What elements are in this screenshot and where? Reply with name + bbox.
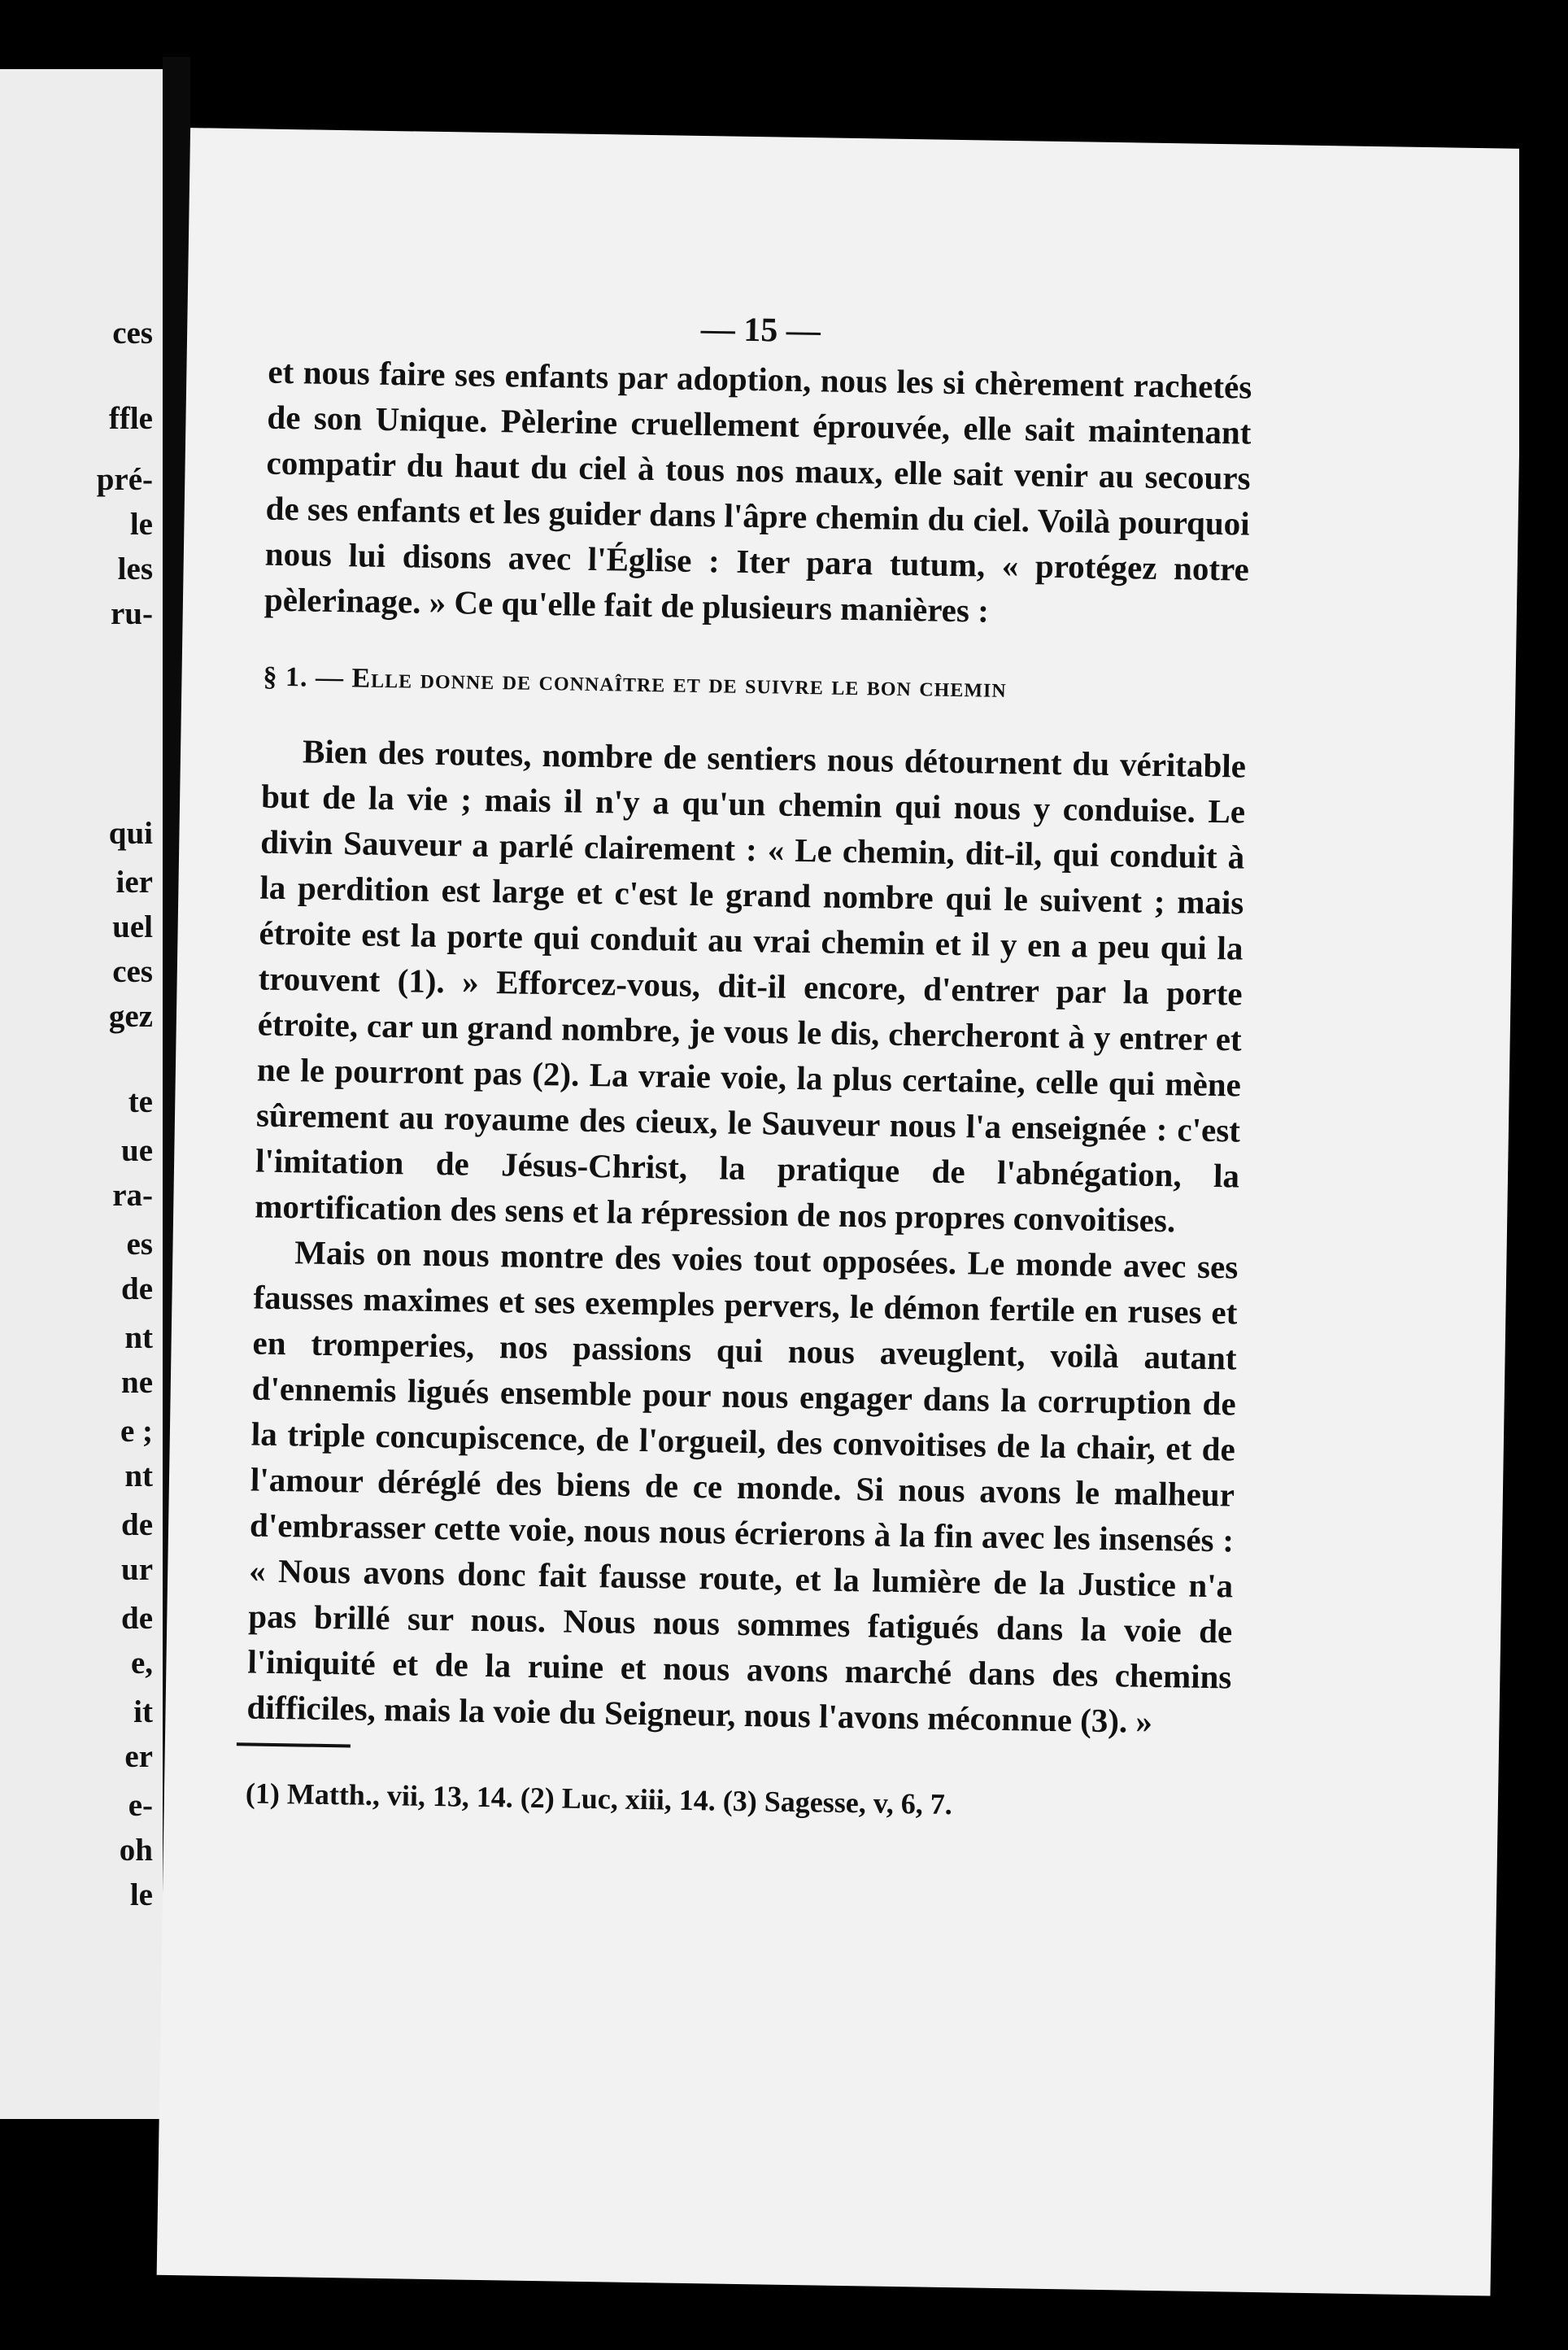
left-page-fragment: les: [117, 552, 153, 586]
left-page-fragment: er: [124, 1739, 153, 1774]
left-facing-page: [0, 69, 163, 2119]
page-content: [245, 300, 1253, 1821]
left-page-fragment: ffle: [108, 401, 153, 436]
left-page-fragment: gez: [108, 999, 153, 1034]
left-page-fragment: nt: [124, 1458, 153, 1493]
left-page-fragment: le: [129, 1877, 153, 1912]
page-body: [246, 349, 1252, 1832]
left-page-fragment: ur: [121, 1552, 153, 1587]
left-page-fragment: oh: [119, 1833, 153, 1868]
paragraph-3: Mais on nous montre des voies tout opposées. Le monde avec ses fausses maximes et ses exemples pervers, le démon fertile en ruses et en tromperies, nos passions qui nous aveuglent, voilà autant d'ennemis ligués ensemble pour nous engager dans la corruption de la triple concupiscence, de l'orgueil, des convoitises de la chair, et de l'amour déréglé des biens de ce monde. Si nous avons le malheur d'embrasser cette voie, nous nous écrierons à la fin avec les insensés : « Nous avons donc fait fausse route, et la lumière de la Justice n'a pas brillé sur nous. Nous nous sommes fatigués dans la voie de l'iniquité et de la ruine et nous avons marché dans des chemins difficiles, mais la voie du Seigneur, nous l'avons méconnue (3). »: [246, 1233, 1239, 1740]
left-page-fragment: nt: [124, 1320, 153, 1355]
paragraph-2: Bien des routes, nombre de sentiers nous détournent du véritable but de la vie ; mais il n'y a qu'un chemin qui nous y conduise. Le divin Sauveur a parlé clairement : « Le chemin, dit-il, qui conduit à la perdition est large et c'est le grand nombre qui le suivent ; mais étroite est la porte qui conduit au vrai chemin et il y en a peu qui la trouvent (1). » Efforcez-vous, dit-il encore, d'entrer par la porte étroite, car un grand nombre, je vous le dis, chercheront à y entrer et ne le pourront pas (2). La vraie voie, la plus certaine, celle qui mène sûrement au royaume des cieux, le Sauveur nous l'a enseignée : c'est l'imitation de Jésus-Christ, la pratique de l'abnégation, la mortification des sens et la répression de nos propres convoitises.: [254, 732, 1247, 1240]
left-page-fragment: ue: [121, 1133, 153, 1168]
left-page-fragment: e,: [130, 1646, 153, 1681]
footnote: (1) Matth., vii, 13, 14. (2) Luc, xiii, 14. (3) Sagesse, v, 6, 7.: [245, 1777, 953, 1821]
left-page-fragment: uel: [112, 909, 153, 944]
footnote-divider: [237, 1742, 351, 1747]
left-page-fragment: e ;: [120, 1414, 153, 1449]
paragraph-1: et nous faire ses enfants par adoption, nous les si chèrement rachetés de son Unique. Pèlerine cruellement éprouvée, elle sait maintenant compatir du haut du ciel à tous nos maux, elle sait venir au secours de ses enfants et les guider dans l'âpre chemin du ciel. Voilà pourquoi nous lui disons avec l'Église : Iter para tutum, « protégez notre pèlerinage. » Ce qu'elle fait de plusieurs manières :: [264, 352, 1252, 630]
left-page-fragment: le: [129, 507, 153, 542]
book-page: [157, 128, 1524, 2296]
section-heading: § 1. — Elle donne de connaître et de suivre le bon chemin: [263, 661, 1008, 704]
page-number: — 15 —: [700, 311, 821, 351]
left-page-fragment: de: [121, 1507, 153, 1542]
left-page-fragment: es: [126, 1227, 153, 1262]
left-page-fragment: te: [128, 1084, 153, 1119]
left-page-fragment: ne: [121, 1365, 153, 1400]
left-page-fragment: ra-: [112, 1178, 153, 1213]
left-page-fragment: pré-: [96, 462, 153, 497]
left-page-fragment: ces: [112, 316, 153, 351]
left-page-fragment: ru-: [111, 596, 153, 631]
left-page-fragment: ier: [115, 865, 153, 900]
left-page-fragment: ces: [112, 954, 153, 989]
left-page-fragment: qui: [108, 816, 153, 851]
left-page-fragment: de: [121, 1271, 153, 1306]
right-page-edge: [1519, 146, 1568, 2261]
left-page-fragment: de: [121, 1601, 153, 1636]
left-page-fragment: it: [133, 1694, 153, 1729]
left-page-fragment: e-: [128, 1788, 153, 1823]
